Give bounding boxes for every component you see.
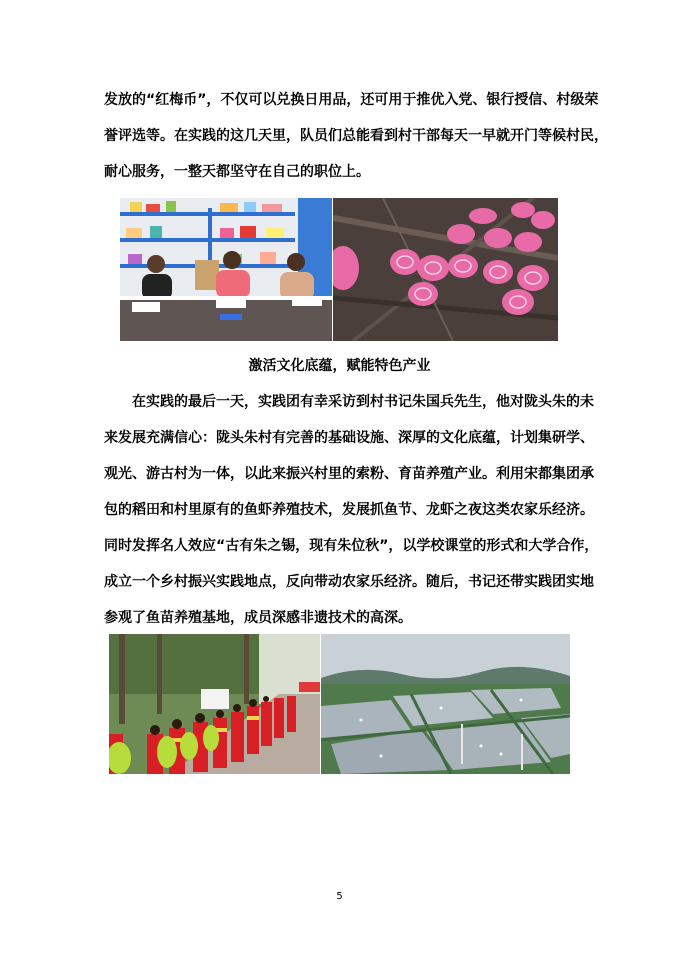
photo-fish-fry-ponds [321,634,570,774]
text-line: 包的稻田和村里原有的鱼虾养殖技术，发展抓鱼节、龙虾之夜这类农家乐经济。 [104,502,594,518]
paragraph-1 [104,82,608,190]
paragraph-2 [104,384,599,636]
text-line: 成立一个乡村振兴实践地点，反向带动农家乐经济。随后，书记还带实践团实地 [104,574,594,590]
text-line: 耐心服务，一整天都坚守在自己的职位上。 [104,164,370,180]
text-line: 参观了鱼苗养殖基地，成员深感非遗技术的高深。 [104,610,412,626]
photo-village-shop [120,198,332,341]
text-line: 来发展充满信心：陇头朱村有完善的基础设施、深厚的文化底蕴，计划集研学、 [104,430,594,446]
page-number: 5 [336,891,343,902]
text-line: 同时发挥名人效应“古有朱之锡，现有朱位秋”，以学校课堂的形式和大学合作， [104,538,599,554]
text-line: 发放的“红梅币”，不仅可以兑换日用品，还可用于推优入党、银行授信、村级荣 [104,92,599,108]
photo-hongmei-tokens [333,198,558,341]
section-heading: 激活文化底蕴，赋能特色产业 [248,358,431,374]
text-line: 观光、游古村为一体，以此来振兴村里的索粉、育苗养殖产业。利用宋都集团承 [104,466,594,482]
photo-red-procession [109,634,320,774]
text-line: 在实践的最后一天，实践团有幸采访到村书记朱国兵先生，他对陇头朱的未 [132,394,594,410]
text-line: 誉评选等。在实践的这几天里，队员们总能看到村干部每天一早就开门等候村民， [104,128,608,144]
